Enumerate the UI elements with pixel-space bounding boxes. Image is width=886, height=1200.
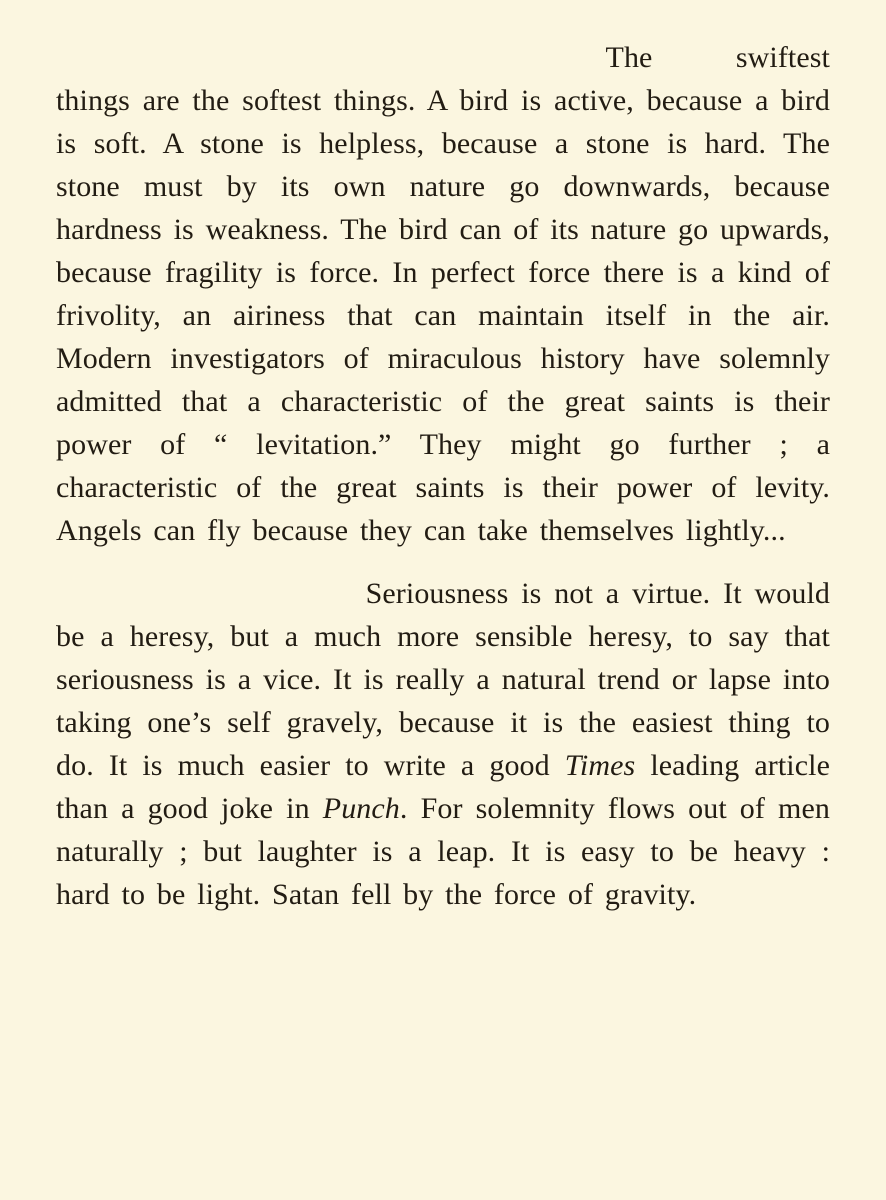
paragraph-levity: The swiftest things are the softest things. A bird is active, because a bird is soft. A stone is helpless, because a stone is hard. The stone must by its own nature go downwards, because hardness is weakness. The bird can of its nature go upwards, because fragility is force. In perfect force there is a kind of frivolity, an airiness that can maintain itself in the air. Modern investigators of miraculous history have solemnly admitted that a characteristic of the great saints is their power of “ levitation.” They might go further ; a characteristic of the great saints is their power of levity. Angels can fly because they can take themselves lightly... [56,41,830,547]
text-segment-italic-punch: Punch [322,792,400,825]
paragraph-seriousness [56,572,830,916]
text-segment-italic-times: Times [564,749,636,782]
text-segment: . For solemnity flows out of men naturally ; but laughter is a leap. It is easy to be heavy : hard to be light. Satan fell by the force of gravity. [56,792,831,911]
text-segment: leading article than a good joke in [56,749,830,825]
text-segment: Seriousness is not a virtue. It would be a heresy, but a much more sensible heresy, to say that seriousness is a vice. It is really a natural trend or lapse into taking one’s self gravely, because it is the easiest thing to do. It is much easier to write a good [56,577,830,782]
